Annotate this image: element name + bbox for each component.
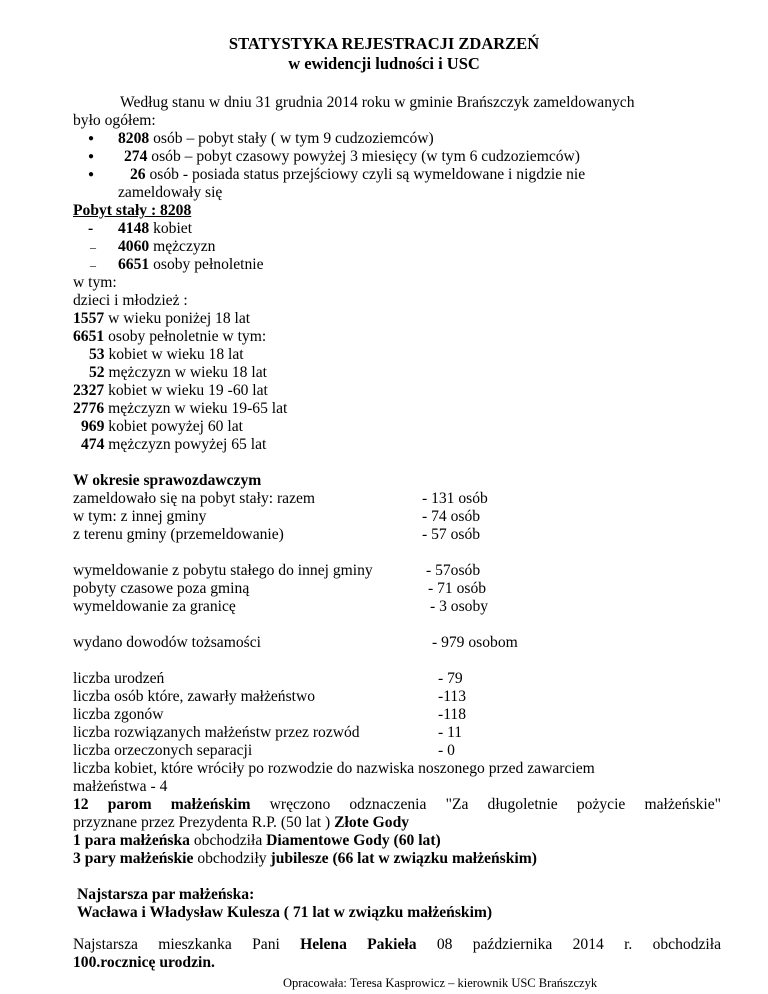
pobyt-item-pelnoletnie: 6651 osoby pełnoletnie (118, 256, 264, 273)
age-line: 1557 w wieku poniżej 18 lat (73, 310, 251, 327)
zlote-gody-line-1: 12 parom małżeńskim wręczono odznaczenia "Za długoletnie pożycie małżeńskie" (73, 796, 721, 813)
kobiety-line-1: liczba kobiet, które wróciły po rozwodzie do nazwiska noszonego przed zawarciem (73, 760, 595, 777)
kobiety-line-2: małżeństwa - 4 (73, 778, 168, 795)
dash-marker: – (90, 258, 96, 272)
age-line: 53 kobiet w wieku 18 lat (89, 346, 244, 363)
stat-value: - 11 (438, 724, 463, 741)
diamentowe-gody-line: 1 para małżeńska obchodziła Diamentowe Gody (60 lat) (73, 832, 441, 849)
stat-label: liczba urodzeń (73, 670, 165, 687)
jubilesze-line: 3 pary małżeńskie obchodziły jubilesze (66 lat w związku małżeńskim) (73, 850, 537, 867)
stat-value: -118 (438, 706, 467, 723)
bullet-dot-icon: ● (88, 169, 95, 180)
stat-label: liczba orzeczonych separacji (73, 742, 253, 759)
zlote-gody-line-2: przyznane przez Prezydenta R.P. (50 lat ) Złote Gody (73, 814, 410, 831)
stat-label: zameldowało się na pobyt stały: razem (73, 490, 316, 507)
footer-author: Opracowała: Teresa Kasprowicz – kierownik USC Brańszczyk (283, 976, 598, 990)
najstarsza-names: Wacława i Władysław Kulesza ( 71 lat w związku małżeńskim) (77, 904, 493, 921)
bullet-dot-icon: ● (88, 151, 95, 162)
bullet-dot-icon: ● (88, 133, 95, 144)
dzieci-label: dzieci i młodzież : (73, 292, 188, 309)
intro-line-1: Według stanu w dniu 31 grudnia 2014 roku w gminie Brańszczyk zameldowanych (120, 94, 635, 111)
page-subtitle: w ewidencji ludności i USC (288, 54, 480, 73)
intro-line-2: było ogółem: (73, 112, 156, 129)
stat-label: wymeldowanie za granicę (73, 598, 236, 615)
stat-value: - 71 osób (428, 580, 487, 597)
stat-value: - 57 osób (422, 526, 481, 543)
age-line: 474 mężczyzn powyżej 65 lat (81, 436, 267, 453)
stat-label: liczba rozwiązanych małżeństw przez rozwód (73, 724, 360, 741)
stat-value: -113 (438, 688, 467, 705)
stat-value: - 57osób (426, 562, 481, 579)
stat-label: liczba osób które, zawarły małżeństwo (73, 688, 316, 705)
age-line: 2327 kobiet w wieku 19 -60 lat (73, 382, 268, 399)
dash-marker: – (90, 240, 96, 254)
age-line: 52 mężczyzn w wieku 18 lat (89, 364, 267, 381)
bullet-item-1: 8208 osób – pobyt stały ( w tym 9 cudzoziemców) (118, 130, 434, 147)
stat-label: z terenu gminy (przemeldowanie) (73, 526, 284, 543)
stat-label: wymeldowanie z pobytu stałego do innej gminy (73, 562, 373, 579)
stat-label: wydano dowodów tożsamości (73, 634, 261, 651)
stat-label: liczba zgonów (73, 706, 164, 723)
najstarsza-heading: Najstarsza par małżeńska: (77, 886, 255, 903)
age-line: 2776 mężczyzn w wieku 19-65 lat (73, 400, 288, 417)
stat-value: - 0 (438, 742, 455, 759)
age-line: 969 kobiet powyżej 60 lat (81, 418, 243, 435)
page-title: STATYSTYKA REJESTRACJI ZDARZEŃ (228, 34, 540, 53)
stat-value: - 74 osób (422, 508, 481, 525)
stat-value: - 3 osoby (430, 598, 489, 615)
stat-value: - 131 osób (422, 490, 488, 507)
wtym-label: w tym: (73, 274, 117, 291)
okres-heading: W okresie sprawozdawczym (73, 472, 262, 489)
pobyt-item-kobiet: 4148 kobiet (118, 220, 193, 237)
pobyt-item-mezczyzn: 4060 mężczyzn (118, 238, 216, 255)
age-line: 6651 osoby pełnoletnie w tym: (73, 328, 267, 345)
stat-label: w tym: z innej gminy (73, 508, 207, 525)
dash-marker: - (88, 220, 94, 237)
bullet-item-2: 274 osób – pobyt czasowy powyżej 3 miesięcy (w tym 6 cudzoziemców) (124, 148, 581, 165)
mieszkanka-line-1: Najstarsza mieszkanka Pani Helena Pakieła 08 października 2014 r. obchodziła (73, 936, 721, 953)
stat-label: pobyty czasowe poza gminą (73, 580, 250, 597)
bullet-item-3-cont: zameldowały się (118, 184, 223, 201)
mieszkanka-line-2: 100.rocznicę urodzin. (73, 954, 215, 971)
bullet-item-3: 26 osób - posiada status przejściowy czyli są wymeldowane i nigdzie nie (130, 166, 586, 183)
stat-value: - 79 (438, 670, 463, 687)
pobyt-heading: Pobyt stały : 8208 (73, 202, 192, 219)
stat-value: - 979 osobom (432, 634, 518, 651)
